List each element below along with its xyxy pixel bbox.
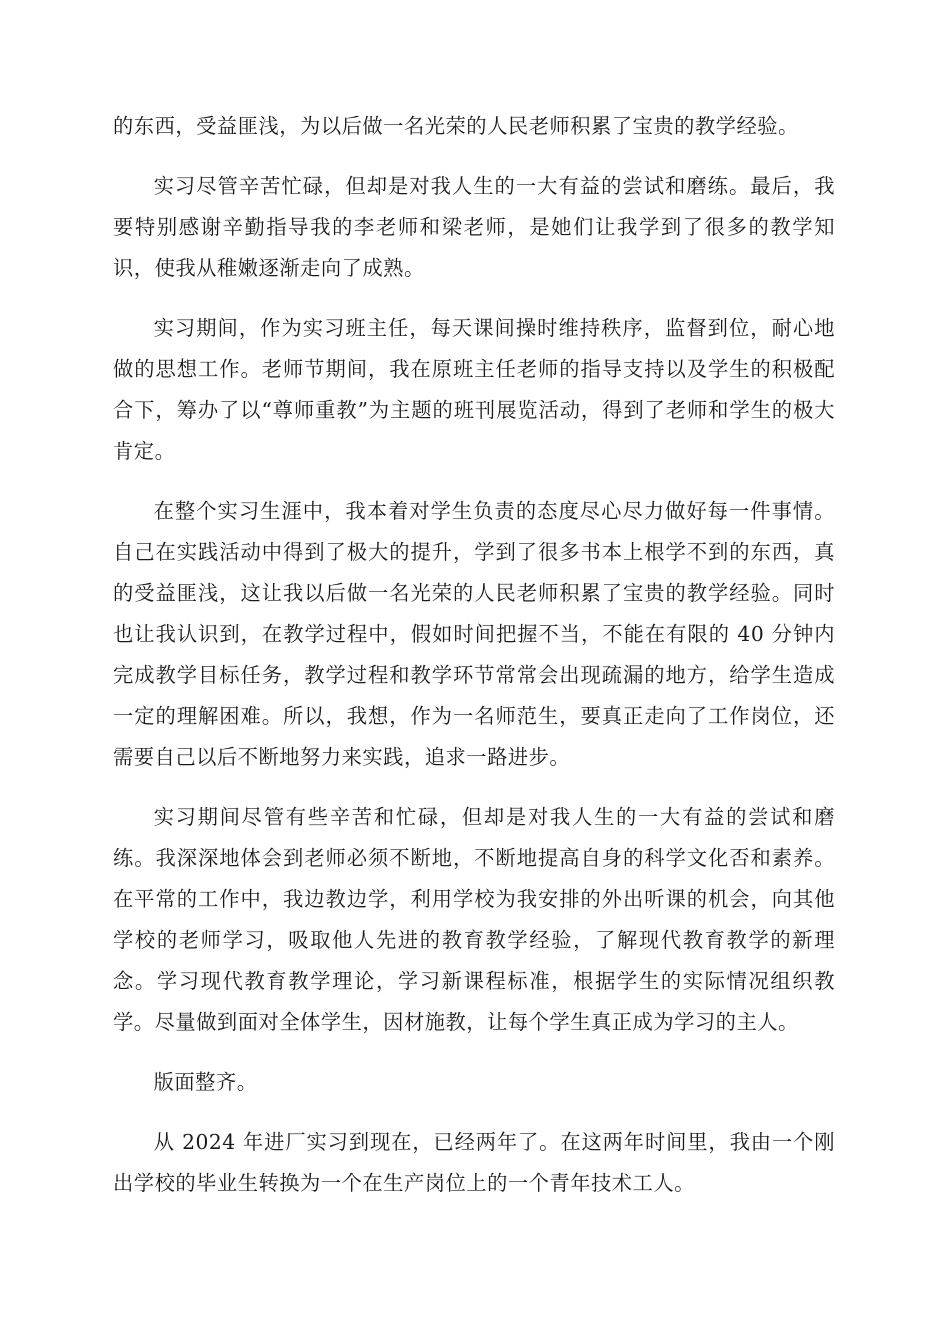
paragraph-4: 在整个实习生涯中，我本着对学生负责的态度尽心尽力做好每一件事情。自己在实践活动中得到了极大的提升，学到了很多书本上根学不到的东西，真的受益匪浅，这让我以后做一名光荣的人民老师积累了宝贵的教学经验。同时也让我认识到，在教学过程中，假如时间把握不当，不能在有限的 40 分钟内完成教学目标任务，教学过程和教学环节常常会出现疏漏的地方，给学生造成一定的理解困难。所以，我想，作为一名师范生，要真正走向了工作岗位，还需要自己以后不断地努力来实践，追求一路进步。	[113, 499, 835, 769]
paragraph-3: 实习期间，作为实习班主任，每天课间操时维持秩序，监督到位，耐心地做的思想工作。老师节期间，我在原班主任老师的指导支持以及学生的积极配合下，筹办了以“尊师重教”为主题的班刊展览活动，得到了老师和学生的极大肯定。	[113, 316, 835, 463]
paragraph-7: 从 2024 年进厂实习到现在，已经两年了。在这两年时间里，我由一个刚出学校的毕业生转换为一个在生产岗位上的一个青年技术工人。	[113, 1130, 835, 1195]
body-text	[113, 106, 835, 1223]
paragraph-1: 的东西，受益匪浅，为以后做一名光荣的人民老师积累了宝贵的教学经验。	[113, 114, 799, 138]
paragraph-5: 实习期间尽管有些辛苦和忙碌，但却是对我人生的一大有益的尝试和磨练。我深深地体会到老师必须不断地，不断地提高自身的科学文化否和素养。在平常的工作中，我边教边学，利用学校为我安排的外出听课的机会，向其他学校的老师学习，吸取他人先进的教育教学经验，了解现代教育教学的新理念。学习现代教育教学理论，学习新课程标准，根据学生的实际情况组织教学。尽量做到面对全体学生，因材施教，让每个学生真正成为学习的主人。	[113, 805, 835, 1034]
paragraph-6: 版面整齐。	[153, 1070, 258, 1094]
paragraph-2: 实习尽管辛苦忙碌，但却是对我人生的一大有益的尝试和磨练。最后，我要特别感谢辛勤指导我的李老师和梁老师，是她们让我学到了很多的教学知识，使我从稚嫩逐渐走向了成熟。	[113, 174, 835, 280]
